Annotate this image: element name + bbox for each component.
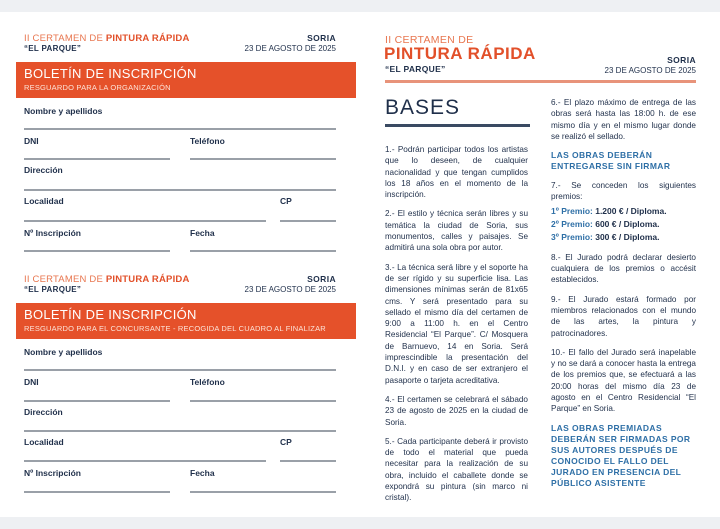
address-label: Dirección [24, 407, 63, 417]
bases-date: 23 DE AGOSTO DE 2025 [604, 66, 696, 75]
reg-number-input-line[interactable] [24, 491, 170, 493]
prize-2-label: 2º Premio: [551, 218, 593, 229]
registration-form-organization [16, 33, 336, 278]
contest-title [24, 33, 190, 44]
brochure-sheet [0, 12, 720, 517]
prize-1-label: 1º Premio: [551, 205, 593, 216]
rule-5: 5.- Cada participante deberá ir provisto de todo el material que pueda necesitar para la realización de su obra, incluido el caballete donde se expondrá su pintura (sin marco ni cristal). [385, 436, 528, 503]
form-subtitle: RESGUARDO PARA LA ORGANIZACIÓN [24, 83, 171, 92]
contest-subtitle: “EL PARQUE” [24, 44, 82, 53]
prize-3 [551, 231, 696, 244]
form-title: BOLETÍN DE INSCRIPCIÓN [24, 66, 197, 81]
reg-number-input-line[interactable] [24, 250, 170, 252]
contest-city: SORIA [307, 33, 336, 43]
postcode-label: CP [280, 437, 292, 447]
dni-input-line[interactable] [24, 400, 170, 402]
form-fields [16, 98, 336, 278]
name-label: Nombre y apellidos [24, 106, 103, 116]
contest-title-prefix: II CERTAMEN DE [24, 274, 106, 285]
rule-1: 1.- Podrán participar todos los artistas que lo deseen, de cualquier nacionalidad y que tengan cumplidos los 18 años en el momento de la inscripción. [385, 145, 528, 200]
rules-column-left [385, 144, 528, 512]
name-label: Nombre y apellidos [24, 347, 103, 357]
phone-input-line[interactable] [190, 400, 336, 402]
form-fields [16, 339, 336, 519]
form-banner [16, 62, 356, 98]
reg-number-label: Nº Inscripción [24, 228, 81, 238]
town-label: Localidad [24, 437, 64, 447]
dni-input-line[interactable] [24, 158, 170, 160]
form-header [16, 33, 336, 59]
rule-7: 7.- Se conceden los siguientes premios: [551, 181, 696, 202]
rule-9: 9.- El Jurado estará formado por miembros relacionados con el mundo de las artes, la pintura y patrocinadores. [551, 294, 696, 338]
address-label: Dirección [24, 165, 63, 175]
dni-label: DNI [24, 136, 39, 146]
rule-2: 2.- El estilo y técnica serán libres y su temática la ciudad de Soria, sus monumentos, calles y paisajes. Se admitirá una sola obra por autor. [385, 209, 528, 253]
postcode-input-line[interactable] [280, 460, 336, 462]
header-divider [385, 80, 696, 83]
name-input-line[interactable] [24, 128, 336, 130]
town-input-line[interactable] [24, 460, 266, 462]
phone-label: Teléfono [190, 377, 225, 387]
bases-title-underline [385, 124, 530, 127]
contest-title-prefix: II CERTAMEN DE [24, 33, 106, 44]
registration-form-contestant [16, 274, 336, 519]
form-header [16, 274, 336, 300]
prize-3-label: 3º Premio: [551, 231, 593, 242]
address-input-line[interactable] [24, 189, 336, 191]
form-banner [16, 303, 356, 339]
prize-1-value: 1.200 € / Diploma. [595, 205, 667, 216]
address-input-line[interactable] [24, 430, 336, 432]
reg-number-label: Nº Inscripción [24, 468, 81, 478]
prize-1 [551, 205, 696, 218]
rule-3: 3.- La técnica será libre y el soporte ha de ser rígido y su superficie lisa. Las dimensiones mínimas serán de 81x65 cms. Y será presentado para su sellado el mismo día del certamen de 9:00 a 11:00 h. en el Centro Residencial “El Parque”. C/ Mosquera de Barnuevo, 14 en Soria. Será imprescindible la presentación del D.N.I. y en caso de ser extranjero el pasaporte o tarjeta acreditativa. [385, 262, 528, 385]
contest-city: SORIA [307, 274, 336, 284]
notice-signed: LAS OBRAS PREMIADAS DEBERÁN SER FIRMADAS POR SUS AUTORES DESPUÉS DE CONOCIDO EL FALLO DEL JURADO EN PRESENCIA DEL PÚBLICO ASISTENTE [551, 422, 691, 488]
form-title: BOLETÍN DE INSCRIPCIÓN [24, 307, 197, 322]
prize-3-value: 300 € / Diploma. [595, 231, 660, 242]
notice-unsigned: LAS OBRAS DEBERÁN ENTREGARSE SIN FIRMAR [551, 150, 671, 172]
contest-subtitle: “EL PARQUE” [24, 285, 82, 294]
rule-4: 4.- El certamen se celebrará el sábado 23 de agosto de 2025 en la ciudad de Soria. [385, 394, 528, 427]
bases-title: BASES [385, 96, 461, 119]
contest-title-highlight: PINTURA RÁPIDA [105, 274, 190, 285]
date-label: Fecha [190, 468, 215, 478]
town-input-line[interactable] [24, 220, 266, 222]
postcode-input-line[interactable] [280, 220, 336, 222]
phone-label: Teléfono [190, 136, 225, 146]
contest-date: 23 DE AGOSTO DE 2025 [244, 285, 336, 294]
prize-2 [551, 218, 696, 231]
name-input-line[interactable] [24, 369, 336, 371]
town-label: Localidad [24, 196, 64, 206]
rules-column-right [551, 97, 696, 497]
rule-8: 8.- El Jurado podrá declarar desierto cualquiera de los premios o accésit establecidos. [551, 252, 696, 285]
bases-header-line1: II CERTAMEN DE [385, 34, 474, 46]
bases-city: SORIA [667, 55, 696, 65]
postcode-label: CP [280, 196, 292, 206]
contest-title-highlight: PINTURA RÁPIDA [105, 33, 190, 44]
rule-10: 10.- El fallo del Jurado será inapelable y no se dará a conocer hasta la entrega de los premios que, se efectuará a las 20:00 horas del mismo día 23 de agosto en el Centro Residencial “El Parque” en Soria. [551, 347, 696, 414]
date-label: Fecha [190, 228, 215, 238]
bases-panel [380, 12, 710, 517]
date-input-line[interactable] [190, 250, 336, 252]
prize-2-value: 600 € / Diploma. [595, 218, 660, 229]
date-input-line[interactable] [190, 491, 336, 493]
phone-input-line[interactable] [190, 158, 336, 160]
bases-header-subtitle: “EL PARQUE” [385, 64, 446, 74]
contest-title [24, 274, 190, 285]
form-subtitle: RESGUARDO PARA EL CONCURSANTE - RECOGIDA DEL CUADRO AL FINALIZAR [24, 324, 326, 333]
bases-header-title: PINTURA RÁPIDA [384, 44, 536, 63]
dni-label: DNI [24, 377, 39, 387]
registration-forms-panel [0, 12, 357, 517]
rule-6: 6.- El plazo máximo de entrega de las obras será hasta las 18:00 h. de ese mismo día y en el mismo lugar donde se realizó el sellado. [551, 98, 696, 141]
contest-date: 23 DE AGOSTO DE 2025 [244, 44, 336, 53]
